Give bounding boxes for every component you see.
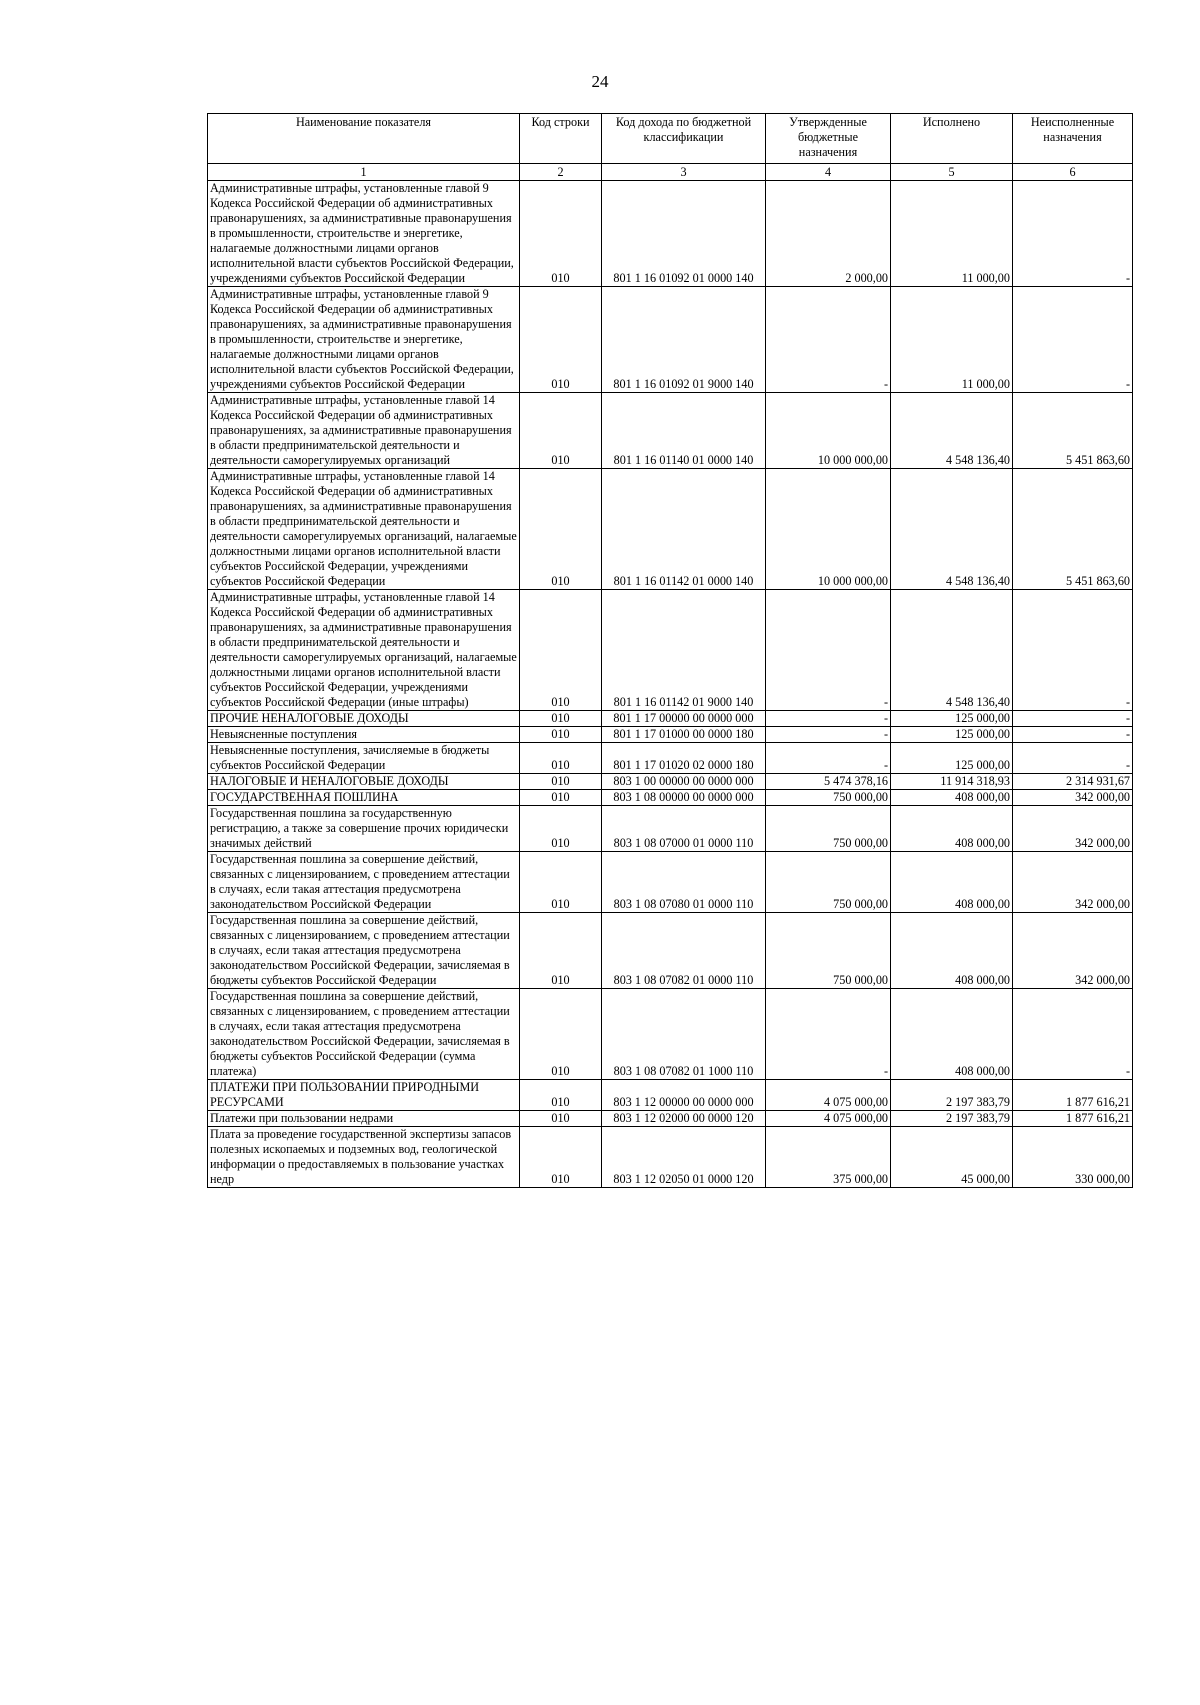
row-line-code-cell: 010	[520, 590, 602, 711]
table-row	[208, 181, 1133, 287]
row-line-code-cell: 010	[520, 1127, 602, 1188]
table-row	[208, 727, 1133, 743]
table-row	[208, 1080, 1133, 1111]
row-unexecuted-cell: -	[1013, 181, 1133, 287]
column-number: 3	[602, 164, 766, 181]
row-unexecuted-cell: -	[1013, 287, 1133, 393]
row-income-code-cell: 803 1 08 07000 01 0000 110	[602, 806, 766, 852]
table-row	[208, 590, 1133, 711]
row-unexecuted-cell: 342 000,00	[1013, 852, 1133, 913]
row-executed-cell: 11 914 318,93	[891, 774, 1013, 790]
row-line-code-cell: 010	[520, 727, 602, 743]
row-executed-cell: 45 000,00	[891, 1127, 1013, 1188]
table-row	[208, 711, 1133, 727]
row-unexecuted-cell: 342 000,00	[1013, 913, 1133, 989]
table-row	[208, 1111, 1133, 1127]
row-line-code-cell: 010	[520, 287, 602, 393]
column-header-unexecuted: Неисполненные назначения	[1013, 114, 1133, 164]
row-line-code-cell: 010	[520, 1080, 602, 1111]
row-line-code-cell: 010	[520, 1111, 602, 1127]
table-row	[208, 913, 1133, 989]
row-name-cell: Платежи при пользовании недрами	[208, 1111, 520, 1127]
report-table	[207, 113, 1133, 1188]
row-name-cell: Государственная пошлина за совершение действий, связанных с лицензированием, с проведением аттестации в случаях, если такая аттестация предусмотрена законодательством Российской Федерации, зачисляемая в бюджеты субъектов Российской Федерации (сумма платежа)	[208, 989, 520, 1080]
row-income-code-cell: 801 1 17 01000 00 0000 180	[602, 727, 766, 743]
row-line-code-cell: 010	[520, 913, 602, 989]
row-executed-cell: 408 000,00	[891, 989, 1013, 1080]
row-income-code-cell: 801 1 17 01020 02 0000 180	[602, 743, 766, 774]
row-executed-cell: 125 000,00	[891, 743, 1013, 774]
row-executed-cell: 408 000,00	[891, 806, 1013, 852]
row-name-cell: ГОСУДАРСТВЕННАЯ ПОШЛИНА	[208, 790, 520, 806]
row-income-code-cell: 801 1 16 01140 01 0000 140	[602, 393, 766, 469]
row-unexecuted-cell: -	[1013, 743, 1133, 774]
row-approved-cell: 750 000,00	[766, 913, 891, 989]
row-unexecuted-cell: 1 877 616,21	[1013, 1111, 1133, 1127]
row-approved-cell: 750 000,00	[766, 852, 891, 913]
row-approved-cell: 4 075 000,00	[766, 1111, 891, 1127]
row-name-cell: Государственная пошлина за государственную регистрацию, а также за совершение прочих юридически значимых действий	[208, 806, 520, 852]
row-unexecuted-cell: -	[1013, 727, 1133, 743]
row-approved-cell: 4 075 000,00	[766, 1080, 891, 1111]
row-unexecuted-cell: 5 451 863,60	[1013, 393, 1133, 469]
row-income-code-cell: 803 1 08 07082 01 0000 110	[602, 913, 766, 989]
row-name-cell: Административные штрафы, установленные главой 9 Кодекса Российской Федерации об административных правонарушениях, за административные правонарушения в промышленности, строительстве и энергетике, налагаемые должностными лицами органов исполнительной власти субъектов Российской Федерации, учреждениями субъектов Российской Федерации	[208, 287, 520, 393]
row-income-code-cell: 803 1 12 00000 00 0000 000	[602, 1080, 766, 1111]
row-name-cell: Административные штрафы, установленные главой 14 Кодекса Российской Федерации об административных правонарушениях, за административные правонарушения в области предпринимательской деятельности и деятельности саморегулируемых организаций	[208, 393, 520, 469]
row-approved-cell: -	[766, 590, 891, 711]
table-row	[208, 790, 1133, 806]
row-executed-cell: 11 000,00	[891, 287, 1013, 393]
row-unexecuted-cell: -	[1013, 711, 1133, 727]
row-approved-cell: -	[766, 711, 891, 727]
row-line-code-cell: 010	[520, 989, 602, 1080]
table-row	[208, 743, 1133, 774]
column-number: 1	[208, 164, 520, 181]
row-income-code-cell: 803 1 08 00000 00 0000 000	[602, 790, 766, 806]
row-executed-cell: 4 548 136,40	[891, 469, 1013, 590]
row-income-code-cell: 801 1 16 01142 01 0000 140	[602, 469, 766, 590]
row-line-code-cell: 010	[520, 711, 602, 727]
row-line-code-cell: 010	[520, 181, 602, 287]
row-name-cell: Административные штрафы, установленные главой 9 Кодекса Российской Федерации об административных правонарушениях, за административные правонарушения в промышленности, строительстве и энергетике, налагаемые должностными лицами органов исполнительной власти субъектов Российской Федерации, учреждениями субъектов Российской Федерации	[208, 181, 520, 287]
row-unexecuted-cell: 330 000,00	[1013, 1127, 1133, 1188]
row-approved-cell: 10 000 000,00	[766, 393, 891, 469]
row-approved-cell: -	[766, 287, 891, 393]
table-row	[208, 1127, 1133, 1188]
row-unexecuted-cell: 2 314 931,67	[1013, 774, 1133, 790]
column-header-approved: Утвержденные бюджетные назначения	[766, 114, 891, 164]
row-executed-cell: 125 000,00	[891, 711, 1013, 727]
row-income-code-cell: 803 1 08 07080 01 0000 110	[602, 852, 766, 913]
row-income-code-cell: 803 1 00 00000 00 0000 000	[602, 774, 766, 790]
table-row	[208, 989, 1133, 1080]
row-approved-cell: 5 474 378,16	[766, 774, 891, 790]
row-executed-cell: 4 548 136,40	[891, 590, 1013, 711]
row-name-cell: Административные штрафы, установленные главой 14 Кодекса Российской Федерации об административных правонарушениях, за административные правонарушения в области предпринимательской деятельности и деятельности саморегулируемых организаций, налагаемые должностными лицами органов исполнительной власти субъектов Российской Федерации, учреждениями субъектов Российской Федерации	[208, 469, 520, 590]
row-unexecuted-cell: 5 451 863,60	[1013, 469, 1133, 590]
row-approved-cell: 750 000,00	[766, 806, 891, 852]
row-unexecuted-cell: 1 877 616,21	[1013, 1080, 1133, 1111]
row-line-code-cell: 010	[520, 774, 602, 790]
row-name-cell: Невыясненные поступления	[208, 727, 520, 743]
row-line-code-cell: 010	[520, 852, 602, 913]
column-number: 6	[1013, 164, 1133, 181]
row-executed-cell: 408 000,00	[891, 852, 1013, 913]
row-income-code-cell: 801 1 16 01092 01 9000 140	[602, 287, 766, 393]
row-unexecuted-cell: -	[1013, 989, 1133, 1080]
row-unexecuted-cell: -	[1013, 590, 1133, 711]
row-executed-cell: 2 197 383,79	[891, 1080, 1013, 1111]
row-income-code-cell: 803 1 12 02000 00 0000 120	[602, 1111, 766, 1127]
row-executed-cell: 2 197 383,79	[891, 1111, 1013, 1127]
row-income-code-cell: 801 1 16 01092 01 0000 140	[602, 181, 766, 287]
row-line-code-cell: 010	[520, 790, 602, 806]
row-name-cell: Плата за проведение государственной экспертизы запасов полезных ископаемых и подземных вод, геологической информации о предоставляемых в пользование участках недр	[208, 1127, 520, 1188]
row-name-cell: Государственная пошлина за совершение действий, связанных с лицензированием, с проведением аттестации в случаях, если такая аттестация предусмотрена законодательством Российской Федерации	[208, 852, 520, 913]
row-line-code-cell: 010	[520, 743, 602, 774]
row-approved-cell: -	[766, 743, 891, 774]
row-approved-cell: 750 000,00	[766, 790, 891, 806]
row-unexecuted-cell: 342 000,00	[1013, 806, 1133, 852]
table-row	[208, 393, 1133, 469]
row-executed-cell: 408 000,00	[891, 790, 1013, 806]
table-row	[208, 774, 1133, 790]
row-line-code-cell: 010	[520, 806, 602, 852]
row-name-cell: Административные штрафы, установленные главой 14 Кодекса Российской Федерации об административных правонарушениях, за административные правонарушения в области предпринимательской деятельности и деятельности саморегулируемых организаций, налагаемые должностными лицами органов исполнительной власти субъектов Российской Федерации, учреждениями субъектов Российской Федерации (иные штрафы)	[208, 590, 520, 711]
row-income-code-cell: 803 1 12 02050 01 0000 120	[602, 1127, 766, 1188]
table-row	[208, 806, 1133, 852]
row-approved-cell: -	[766, 989, 891, 1080]
row-name-cell: ПРОЧИЕ НЕНАЛОГОВЫЕ ДОХОДЫ	[208, 711, 520, 727]
row-line-code-cell: 010	[520, 469, 602, 590]
row-approved-cell: 375 000,00	[766, 1127, 891, 1188]
table-row	[208, 469, 1133, 590]
column-header-income-code: Код дохода по бюджетной классификации	[602, 114, 766, 164]
row-name-cell: Невыясненные поступления, зачисляемые в бюджеты субъектов Российской Федерации	[208, 743, 520, 774]
column-header-executed: Исполнено	[891, 114, 1013, 164]
column-number: 4	[766, 164, 891, 181]
column-number: 2	[520, 164, 602, 181]
header-row	[208, 114, 1133, 164]
row-executed-cell: 11 000,00	[891, 181, 1013, 287]
row-name-cell: ПЛАТЕЖИ ПРИ ПОЛЬЗОВАНИИ ПРИРОДНЫМИ РЕСУРСАМИ	[208, 1080, 520, 1111]
row-executed-cell: 125 000,00	[891, 727, 1013, 743]
column-numbers-row	[208, 164, 1133, 181]
column-header-line-code: Код строки	[520, 114, 602, 164]
row-income-code-cell: 801 1 17 00000 00 0000 000	[602, 711, 766, 727]
row-income-code-cell: 801 1 16 01142 01 9000 140	[602, 590, 766, 711]
row-approved-cell: 2 000,00	[766, 181, 891, 287]
row-approved-cell: 10 000 000,00	[766, 469, 891, 590]
row-executed-cell: 4 548 136,40	[891, 393, 1013, 469]
table-row	[208, 287, 1133, 393]
table-row	[208, 852, 1133, 913]
row-executed-cell: 408 000,00	[891, 913, 1013, 989]
column-number: 5	[891, 164, 1013, 181]
row-income-code-cell: 803 1 08 07082 01 1000 110	[602, 989, 766, 1080]
row-unexecuted-cell: 342 000,00	[1013, 790, 1133, 806]
row-name-cell: Государственная пошлина за совершение действий, связанных с лицензированием, с проведением аттестации в случаях, если такая аттестация предусмотрена законодательством Российской Федерации, зачисляемая в бюджеты субъектов Российской Федерации	[208, 913, 520, 989]
page-number: 24	[591, 72, 609, 91]
row-approved-cell: -	[766, 727, 891, 743]
row-name-cell: НАЛОГОВЫЕ И НЕНАЛОГОВЫЕ ДОХОДЫ	[208, 774, 520, 790]
row-line-code-cell: 010	[520, 393, 602, 469]
column-header-name: Наименование показателя	[208, 114, 520, 164]
